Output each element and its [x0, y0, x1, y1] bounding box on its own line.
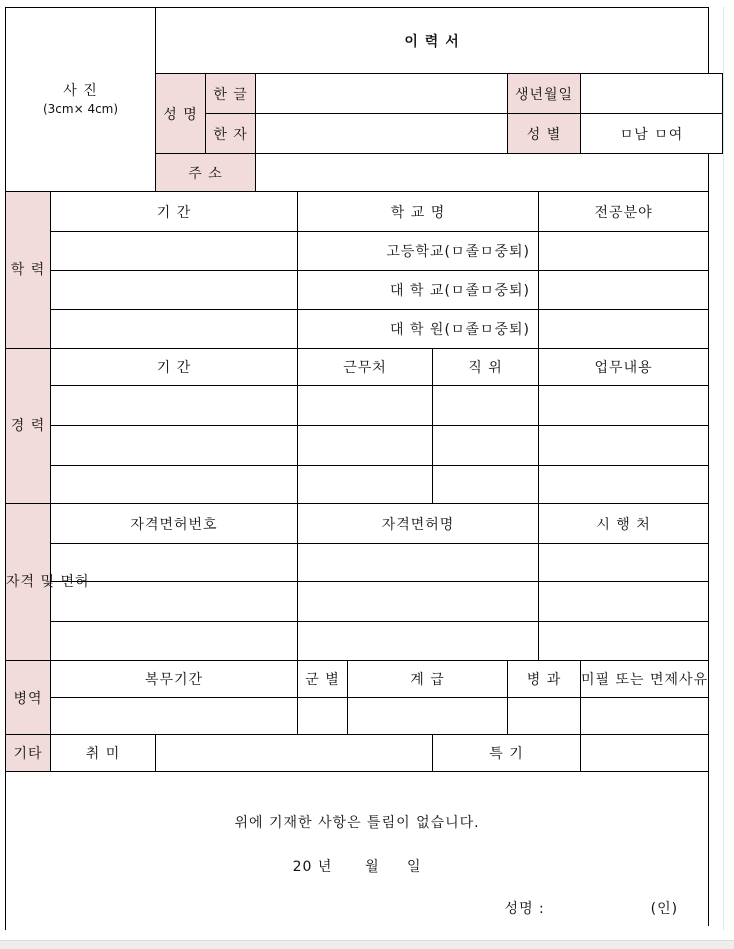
date-year: 20 년	[292, 859, 333, 876]
declaration-date	[6, 856, 708, 876]
education-period-header: 기 간	[51, 192, 298, 232]
address-field[interactable]	[256, 154, 709, 192]
license-name-cell[interactable]	[298, 582, 539, 622]
branch-header: 군 별	[298, 661, 348, 698]
date-month: 월	[365, 859, 380, 876]
name-label: 성 명	[156, 74, 206, 154]
photo-label: 사 진	[63, 82, 98, 99]
exemption-cell[interactable]	[581, 698, 709, 735]
other-section-label: 기타	[6, 735, 51, 772]
gender-label: 성 별	[508, 114, 581, 154]
duties-header: 업무내용	[539, 349, 709, 386]
service-period-cell[interactable]	[51, 698, 298, 735]
hangul-name-field[interactable]	[256, 74, 508, 114]
career-period-header: 기 간	[51, 349, 298, 386]
rank-header: 계 급	[348, 661, 508, 698]
exemption-header: 미필 또는 면제사유	[581, 661, 709, 698]
career-period-cell[interactable]	[51, 386, 298, 426]
service-period-header: 복무기간	[51, 661, 298, 698]
skill-field[interactable]	[581, 735, 709, 772]
birth-label: 생년월일	[508, 74, 581, 114]
page-left-border	[5, 7, 6, 930]
major-cell[interactable]	[539, 310, 709, 349]
duties-cell[interactable]	[539, 426, 709, 466]
gender-options[interactable]: ㅁ남 ㅁ여	[581, 114, 723, 154]
major-header: 전공분야	[539, 192, 709, 232]
military-section-label: 병역	[6, 661, 51, 735]
school-name-header: 학 교 명	[298, 192, 539, 232]
declaration-statement: 위에 기재한 사항은 틀림이 없습니다.	[234, 815, 480, 832]
issuer-cell[interactable]	[539, 622, 709, 661]
document-title: 이 력 서	[156, 8, 709, 74]
issuer-cell[interactable]	[539, 544, 709, 582]
rank-cell[interactable]	[348, 698, 508, 735]
seal-label: (인)	[650, 901, 679, 918]
duties-cell[interactable]	[539, 386, 709, 426]
hobby-label: 취 미	[51, 735, 156, 772]
date-day: 일	[406, 859, 422, 876]
career-period-cell[interactable]	[51, 466, 298, 504]
issuer-cell[interactable]	[539, 582, 709, 622]
high-school-cell[interactable]: 고등학교(ㅁ졸ㅁ중퇴)	[298, 232, 539, 271]
license-section-label: 자격 및 면허	[6, 504, 51, 661]
signature-line	[6, 898, 708, 918]
branch-cell[interactable]	[298, 698, 348, 735]
workplace-cell[interactable]	[298, 386, 433, 426]
graduate-school-cell[interactable]: 대 학 원(ㅁ졸ㅁ중퇴)	[298, 310, 539, 349]
workplace-cell[interactable]	[298, 426, 433, 466]
specialty-header: 병 과	[508, 661, 581, 698]
workplace-header: 근무처	[298, 349, 433, 386]
career-section-label: 경 력	[6, 349, 51, 504]
education-period-cell[interactable]	[51, 232, 298, 271]
hanja-label: 한 자	[206, 114, 256, 154]
license-number-cell[interactable]	[51, 622, 298, 661]
hangul-label: 한 글	[206, 74, 256, 114]
license-name-cell[interactable]	[298, 622, 539, 661]
position-header: 직 위	[433, 349, 539, 386]
major-cell[interactable]	[539, 232, 709, 271]
resume-form	[5, 7, 723, 926]
position-cell[interactable]	[433, 426, 539, 466]
page-bottom-strip	[0, 940, 734, 949]
photo-size: (3cm× 4cm)	[42, 101, 119, 116]
issuer-header: 시 행 처	[539, 504, 709, 544]
career-period-cell[interactable]	[51, 426, 298, 466]
position-cell[interactable]	[433, 466, 539, 504]
major-cell[interactable]	[539, 271, 709, 310]
workplace-cell[interactable]	[298, 466, 433, 504]
specialty-cell[interactable]	[508, 698, 581, 735]
declaration-block	[6, 772, 709, 926]
license-name-cell[interactable]	[298, 544, 539, 582]
education-period-cell[interactable]	[51, 271, 298, 310]
address-label: 주 소	[156, 154, 256, 192]
education-period-cell[interactable]	[51, 310, 298, 349]
hobby-field[interactable]	[156, 735, 433, 772]
skill-label: 특 기	[433, 735, 581, 772]
university-cell[interactable]: 대 학 교(ㅁ졸ㅁ중퇴)	[298, 271, 539, 310]
birth-field[interactable]	[581, 74, 723, 114]
license-number-header: 자격면허번호	[51, 504, 298, 544]
position-cell[interactable]	[433, 386, 539, 426]
signature-label: 성명 :	[504, 901, 545, 918]
photo-box	[6, 8, 156, 192]
hanja-name-field[interactable]	[256, 114, 508, 154]
license-name-header: 자격면허명	[298, 504, 539, 544]
education-section-label: 학 력	[6, 192, 51, 349]
duties-cell[interactable]	[539, 466, 709, 504]
